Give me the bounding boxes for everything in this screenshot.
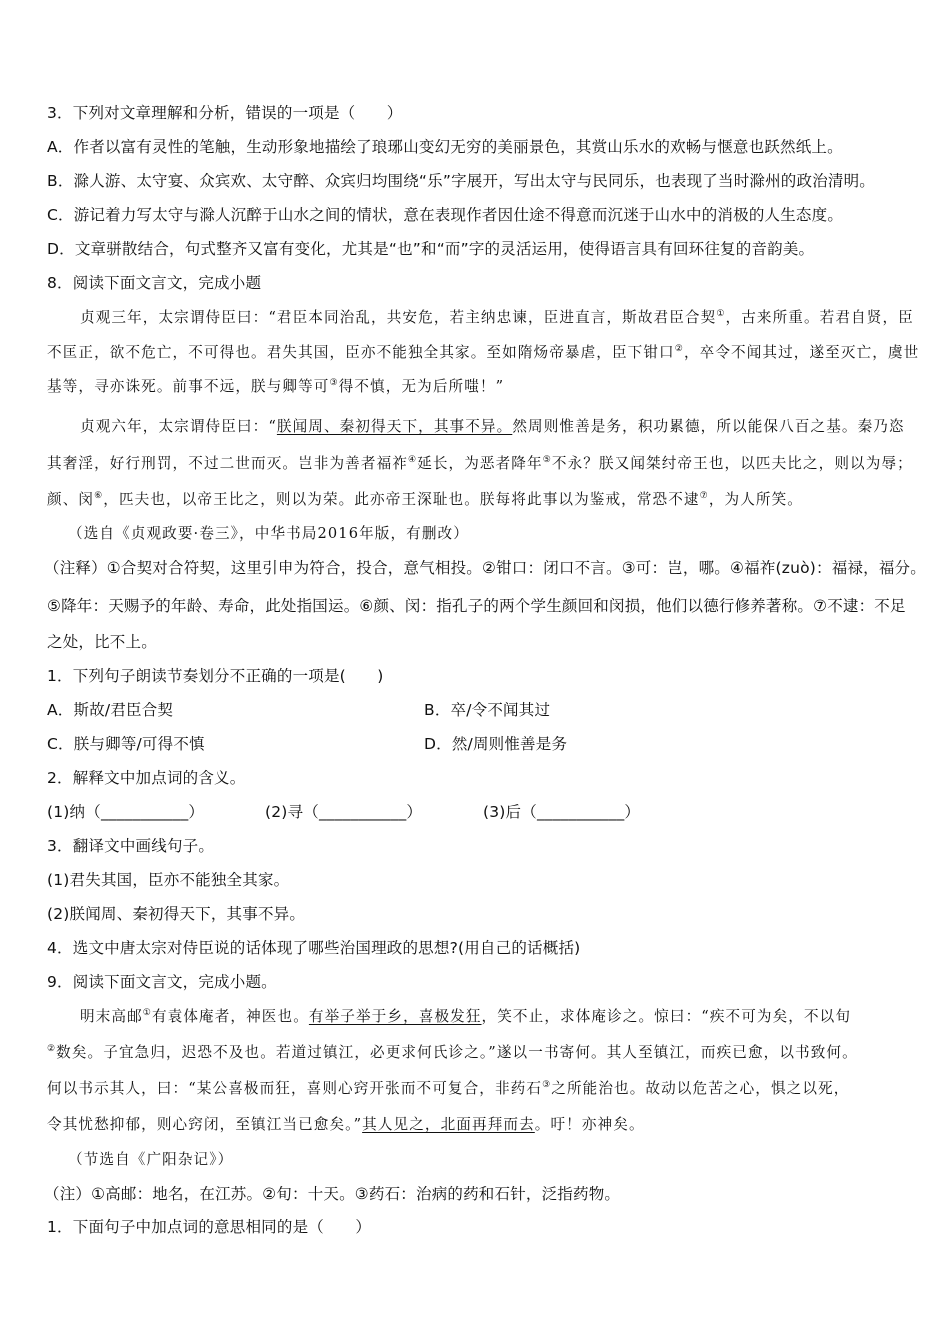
passage-text: ，卒令不闻其过，遂至灭亡，虞世 (683, 344, 920, 361)
option-c: C．朕与卿等/可得不慎 (47, 735, 205, 753)
passage-text: 颜、闵 (47, 491, 95, 508)
passage-line (47, 454, 913, 474)
passage-text: 何以书示其人，曰：“某公喜极而狂，喜则心窍开张而不可复合，非药石 (47, 1080, 543, 1097)
section-heading: 9．阅读下面文言文，完成小题。 (47, 973, 277, 991)
answer-blank[interactable]: (1)纳（___________） (47, 803, 205, 821)
passage-text: 基等，寻亦诛死。前事不远，朕与卿等可 (47, 378, 330, 395)
option-row (47, 734, 568, 754)
answer-blank[interactable]: (3)后（___________） (483, 803, 641, 821)
source-citation: （节选自《广阳杂记》） (68, 1151, 234, 1168)
blank-row (47, 802, 641, 822)
option-c: C．游记着力写太守与滁人沉醉于山水之间的情状，意在表现作者因仕途不得意而沉迷于山水中的消极的人生态度。 (47, 206, 844, 224)
underlined-sentence: 朕闻周、秦初得天下，其事不异。 (276, 418, 513, 435)
passage-line (80, 417, 905, 437)
passage-text: 然周则惟善是务，积功累德，所以能保八百之基。秦乃恣 (512, 418, 905, 435)
passage-text: ，笑不止，求体庵诊之。惊曰：“疾不可为矣，不以旬 (481, 1008, 852, 1025)
footnote-marker: ⑤ (542, 455, 552, 465)
passage-text: 得不慎，无为后所嗤！” (338, 378, 505, 395)
passage-text: 延长，为恶者降年 (417, 455, 543, 472)
footnote-marker: ⑥ (94, 491, 104, 501)
footnote-marker: ⑦ (699, 491, 709, 501)
option-b: B．卒/令不闻其过 (424, 701, 551, 719)
translation-item: (1)君失其国，臣亦不能独全其家。 (47, 871, 290, 889)
annotation-line: 之处，比不上。 (47, 633, 157, 651)
passage-text: 。吁！亦神矣。 (534, 1116, 645, 1133)
passage-text: 有袁体庵者，神医也。 (151, 1008, 309, 1025)
passage-line (47, 1079, 849, 1099)
answer-blank[interactable]: (2)寻（___________） (265, 803, 423, 821)
section-heading: 8．阅读下面文言文，完成小题 (47, 274, 262, 292)
passage-line (47, 343, 919, 363)
passage-text: 贞观三年，太宗谓侍臣曰：“君臣本同治乱，共安危，若主纳忠谏，臣进直言，斯故君臣合契 (80, 309, 717, 326)
footnote-marker: ② (47, 1044, 57, 1054)
option-row (47, 700, 551, 720)
question-stem: 3．翻译文中画线句子。 (47, 837, 215, 855)
question-stem: 2．解释文中加点词的含义。 (47, 769, 246, 787)
option-a: A．作者以富有灵性的笔触，生动形象地描绘了琅琊山变幻无穷的美丽景色，其赏山乐水的欢畅与惬意也跃然纸上。 (47, 138, 843, 156)
underlined-sentence: 其人见之，北面再拜而去 (362, 1116, 535, 1133)
passage-line (80, 308, 914, 328)
question-stem: 4．选文中唐太宗对侍臣说的话体现了哪些治国理政的思想?(用自己的话概括) (47, 939, 581, 957)
passage-text: 令其忧愁抑郁，则心窍闭，至镇江当已愈矣。” (47, 1116, 363, 1133)
passage-text: 不永？朕又闻桀纣帝王也，以匹夫比之，则以为辱； (551, 455, 913, 472)
passage-text: ，匹夫也，以帝王比之，则以为荣。此亦帝王深耻也。朕每将此事以为鉴戒，常恐不逮 (103, 491, 700, 508)
passage-line (80, 1007, 851, 1027)
passage-text: 不匡正，欲不危亡，不可得也。君失其国，臣亦不能独全其家。至如隋炀帝暴虐，臣下钳口 (47, 344, 675, 361)
footnote-marker: ② (674, 344, 684, 354)
passage-text: 其奢淫，好行刑罚，不过二世而灭。岂非为善者福祚 (47, 455, 408, 472)
question-stem: 1．下列句子朗读节奏划分不正确的一项是( ) (47, 667, 384, 685)
footnote-marker: ① (142, 1008, 152, 1018)
source-citation: （选自《贞观政要·卷三》，中华书局2016年版，有删改） (68, 525, 469, 542)
passage-line (47, 1043, 858, 1063)
option-d: D．然/周则惟善是务 (424, 735, 568, 753)
translation-item: (2)朕闻周、秦初得天下，其事不异。 (47, 905, 306, 923)
passage-text: ，古来所重。若君自贤，臣 (725, 309, 914, 326)
footnote-marker: ③ (542, 1080, 552, 1090)
passage-text: ，为人所笑。 (708, 491, 803, 508)
annotation-line: （注释）①合契对合符契，这里引申为符合，投合，意气相投。②钳口：闭口不言。③可：岂，哪。④福祚(zuò)：福禄，福分。 (44, 559, 926, 577)
passage-line (47, 1115, 645, 1135)
passage-text: 贞观六年，太宗谓侍臣曰：“ (80, 418, 277, 435)
question-stem: 1．下面句子中加点词的意思相同的是（ ） (47, 1218, 372, 1236)
underlined-sentence: 有举子举于乡，喜极发狂 (308, 1008, 482, 1025)
passage-line (47, 377, 504, 397)
footnote-marker: ① (716, 309, 726, 319)
option-b: B．滁人游、太守宴、众宾欢、太守醉、众宾归均围绕“乐”字展开，写出太守与民同乐，也表现了当时滁州的政治清明。 (47, 172, 875, 190)
footnote-marker: ④ (407, 455, 418, 465)
annotation-line: ⑤降年：天赐予的年龄、寿命，此处指国运。⑥颜、闵：指孔子的两个学生颜回和闵损，他们以德行修养著称。⑦不逮：不足 (47, 597, 906, 615)
passage-text: 明末高邮 (80, 1008, 143, 1025)
annotation-line: （注）①高邮：地名，在江苏。②旬：十天。③药石：治病的药和石针，泛指药物。 (44, 1185, 621, 1203)
passage-line (47, 490, 803, 510)
footnote-marker: ③ (329, 378, 339, 388)
question-stem: 3．下列对文章理解和分析，错误的一项是（ ） (47, 104, 403, 122)
passage-text: 数矣。子宜急归，迟恐不及也。若道过镇江，必更求何氏诊之。”遂以一书寄何。其人至镇江，而疾已愈，以书致何。 (56, 1044, 858, 1061)
option-a: A．斯故/君臣合契 (47, 701, 174, 719)
option-d: D．文章骈散结合，句式整齐又富有变化，尤其是“也”和“而”字的灵活运用，使得语言具有回环往复的音韵美。 (47, 240, 815, 258)
passage-text: 之所能治也。故动以危苦之心，惧之以死， (551, 1080, 850, 1097)
